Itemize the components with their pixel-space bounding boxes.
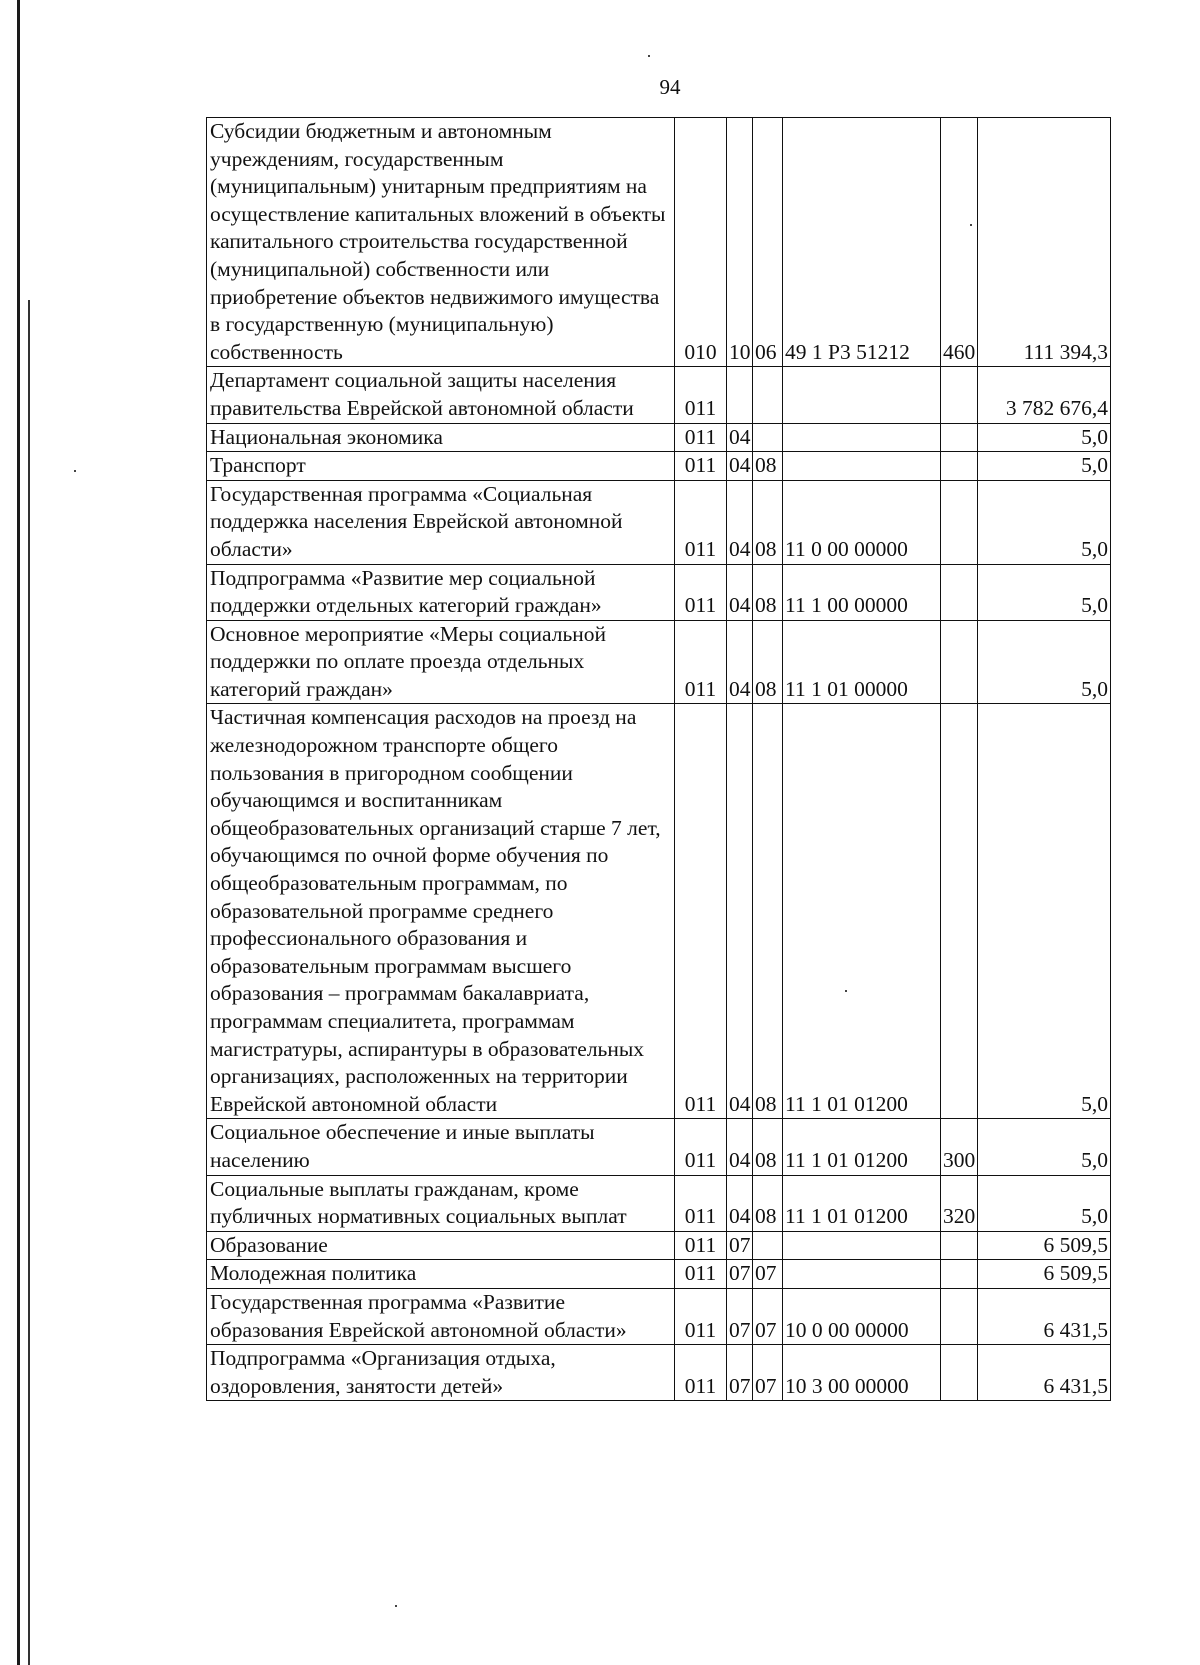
target-article-cell: [783, 452, 941, 481]
expense-name-cell: Молодежная политика: [207, 1260, 675, 1289]
subsection-code-cell: 08: [753, 564, 783, 620]
expense-name-cell: Социальное обеспечение и иные выплаты населению: [207, 1119, 675, 1175]
binding-edge-line-inner: [28, 300, 30, 1665]
scan-speck: [395, 1605, 397, 1607]
section-code-cell: 04: [727, 1175, 753, 1231]
target-article-cell: [783, 1231, 941, 1260]
expense-type-cell: [941, 564, 978, 620]
expense-name-cell: Департамент социальной защиты населения правительства Еврейской автономной области: [207, 367, 675, 423]
target-article-cell: 11 1 01 01200: [783, 704, 941, 1119]
amount-cell: 5,0: [978, 704, 1111, 1119]
table-row: [207, 480, 1111, 564]
amount-cell: 6 509,5: [978, 1231, 1111, 1260]
section-code-cell: 04: [727, 452, 753, 481]
ministry-code-cell: 011: [675, 1175, 727, 1231]
amount-cell: 3 782 676,4: [978, 367, 1111, 423]
budget-table-body: [207, 118, 1111, 1401]
expense-name-cell: Подпрограмма «Организация отдыха, оздоровления, занятости детей»: [207, 1345, 675, 1401]
amount-cell: 111 394,3: [978, 118, 1111, 367]
section-code-cell: 07: [727, 1260, 753, 1289]
expense-type-cell: [941, 620, 978, 704]
subsection-code-cell: 08: [753, 1119, 783, 1175]
target-article-cell: 11 0 00 00000: [783, 480, 941, 564]
table-row: [207, 1260, 1111, 1289]
amount-cell: 5,0: [978, 620, 1111, 704]
section-code-cell: 07: [727, 1345, 753, 1401]
target-article-cell: [783, 1260, 941, 1289]
expense-type-cell: [941, 423, 978, 452]
subsection-code-cell: [753, 423, 783, 452]
expense-type-cell: 460: [941, 118, 978, 367]
amount-cell: 5,0: [978, 452, 1111, 481]
subsection-code-cell: 08: [753, 1175, 783, 1231]
section-code-cell: [727, 367, 753, 423]
ministry-code-cell: 011: [675, 1119, 727, 1175]
page-number: 94: [659, 75, 681, 99]
subsection-code-cell: 06: [753, 118, 783, 367]
table-row: [207, 452, 1111, 481]
binding-edge-line: [17, 0, 20, 1665]
amount-cell: 5,0: [978, 480, 1111, 564]
ministry-code-cell: 010: [675, 118, 727, 367]
expense-name-cell: Образование: [207, 1231, 675, 1260]
amount-cell: 5,0: [978, 1119, 1111, 1175]
table-row: [207, 1288, 1111, 1344]
subsection-code-cell: 07: [753, 1288, 783, 1344]
ministry-code-cell: 011: [675, 423, 727, 452]
expense-name-cell: Субсидии бюджетным и автономным учреждениям, государственным (муниципальным) унитарным предприятиям на осуществление капитальных вложений в объекты капитального строительства государственной (муниципальной) собственности или приобретение объектов недвижимого имущества в государственную (муниципальную) собственность: [207, 118, 675, 367]
expense-name-cell: Национальная экономика: [207, 423, 675, 452]
ministry-code-cell: 011: [675, 564, 727, 620]
subsection-code-cell: 08: [753, 704, 783, 1119]
target-article-cell: 11 1 01 01200: [783, 1175, 941, 1231]
amount-cell: 5,0: [978, 423, 1111, 452]
target-article-cell: 49 1 P3 51212: [783, 118, 941, 367]
amount-cell: 6 431,5: [978, 1345, 1111, 1401]
section-code-cell: 07: [727, 1288, 753, 1344]
amount-cell: 5,0: [978, 1175, 1111, 1231]
section-code-cell: 04: [727, 620, 753, 704]
table-row: [207, 564, 1111, 620]
target-article-cell: 11 1 00 00000: [783, 564, 941, 620]
subsection-code-cell: 08: [753, 452, 783, 481]
amount-cell: 5,0: [978, 564, 1111, 620]
subsection-code-cell: 07: [753, 1345, 783, 1401]
subsection-code-cell: 08: [753, 480, 783, 564]
ministry-code-cell: 011: [675, 452, 727, 481]
expense-name-cell: Основное мероприятие «Меры социальной поддержки по оплате проезда отдельных категорий граждан»: [207, 620, 675, 704]
section-code-cell: 10: [727, 118, 753, 367]
amount-cell: 6 431,5: [978, 1288, 1111, 1344]
expense-type-cell: 320: [941, 1175, 978, 1231]
subsection-code-cell: 08: [753, 620, 783, 704]
table-row: [207, 1345, 1111, 1401]
ministry-code-cell: 011: [675, 1345, 727, 1401]
ministry-code-cell: 011: [675, 1231, 727, 1260]
subsection-code-cell: 07: [753, 1260, 783, 1289]
scan-speck: [648, 55, 650, 57]
table-row: [207, 1119, 1111, 1175]
expense-name-cell: Подпрограмма «Развитие мер социальной поддержки отдельных категорий граждан»: [207, 564, 675, 620]
ministry-code-cell: 011: [675, 1288, 727, 1344]
target-article-cell: 11 1 01 01200: [783, 1119, 941, 1175]
expense-type-cell: [941, 704, 978, 1119]
table-row: [207, 620, 1111, 704]
section-code-cell: 04: [727, 480, 753, 564]
target-article-cell: [783, 423, 941, 452]
expense-name-cell: Государственная программа «Развитие образования Еврейской автономной области»: [207, 1288, 675, 1344]
expense-name-cell: Государственная программа «Социальная поддержка населения Еврейской автономной области»: [207, 480, 675, 564]
amount-cell: 6 509,5: [978, 1260, 1111, 1289]
ministry-code-cell: 011: [675, 704, 727, 1119]
ministry-code-cell: 011: [675, 367, 727, 423]
target-article-cell: 10 3 00 00000: [783, 1345, 941, 1401]
section-code-cell: 04: [727, 1119, 753, 1175]
target-article-cell: 11 1 01 00000: [783, 620, 941, 704]
section-code-cell: 04: [727, 423, 753, 452]
expense-type-cell: 300: [941, 1119, 978, 1175]
target-article-cell: 10 0 00 00000: [783, 1288, 941, 1344]
expense-type-cell: [941, 1345, 978, 1401]
section-code-cell: 04: [727, 704, 753, 1119]
expense-type-cell: [941, 452, 978, 481]
table-row: [207, 704, 1111, 1119]
section-code-cell: 07: [727, 1231, 753, 1260]
scan-speck: [74, 470, 76, 472]
table-row: [207, 367, 1111, 423]
table-row: [207, 1175, 1111, 1231]
table-row: [207, 1231, 1111, 1260]
expense-type-cell: [941, 480, 978, 564]
expense-name-cell: Социальные выплаты гражданам, кроме публичных нормативных социальных выплат: [207, 1175, 675, 1231]
ministry-code-cell: 011: [675, 1260, 727, 1289]
expense-type-cell: [941, 1231, 978, 1260]
budget-table: [206, 117, 1111, 1401]
ministry-code-cell: 011: [675, 480, 727, 564]
expense-name-cell: Частичная компенсация расходов на проезд на железнодорожном транспорте общего пользования в пригородном сообщении обучающимся и воспитанникам общеобразовательных организаций старше 7 лет, обучающимся по очной форме обучения по общеобразовательным программам, по образовательной программе среднего профессионального образования и образовательным программам высшего образования – программам бакалавриата, программам специалитета, программам магистратуры, аспирантуры в образовательных организациях, расположенных на территории Еврейской автономной области: [207, 704, 675, 1119]
expense-type-cell: [941, 367, 978, 423]
expense-type-cell: [941, 1288, 978, 1344]
ministry-code-cell: 011: [675, 620, 727, 704]
target-article-cell: [783, 367, 941, 423]
expense-name-cell: Транспорт: [207, 452, 675, 481]
table-row: [207, 118, 1111, 367]
subsection-code-cell: [753, 1231, 783, 1260]
table-row: [207, 423, 1111, 452]
section-code-cell: 04: [727, 564, 753, 620]
expense-type-cell: [941, 1260, 978, 1289]
subsection-code-cell: [753, 367, 783, 423]
